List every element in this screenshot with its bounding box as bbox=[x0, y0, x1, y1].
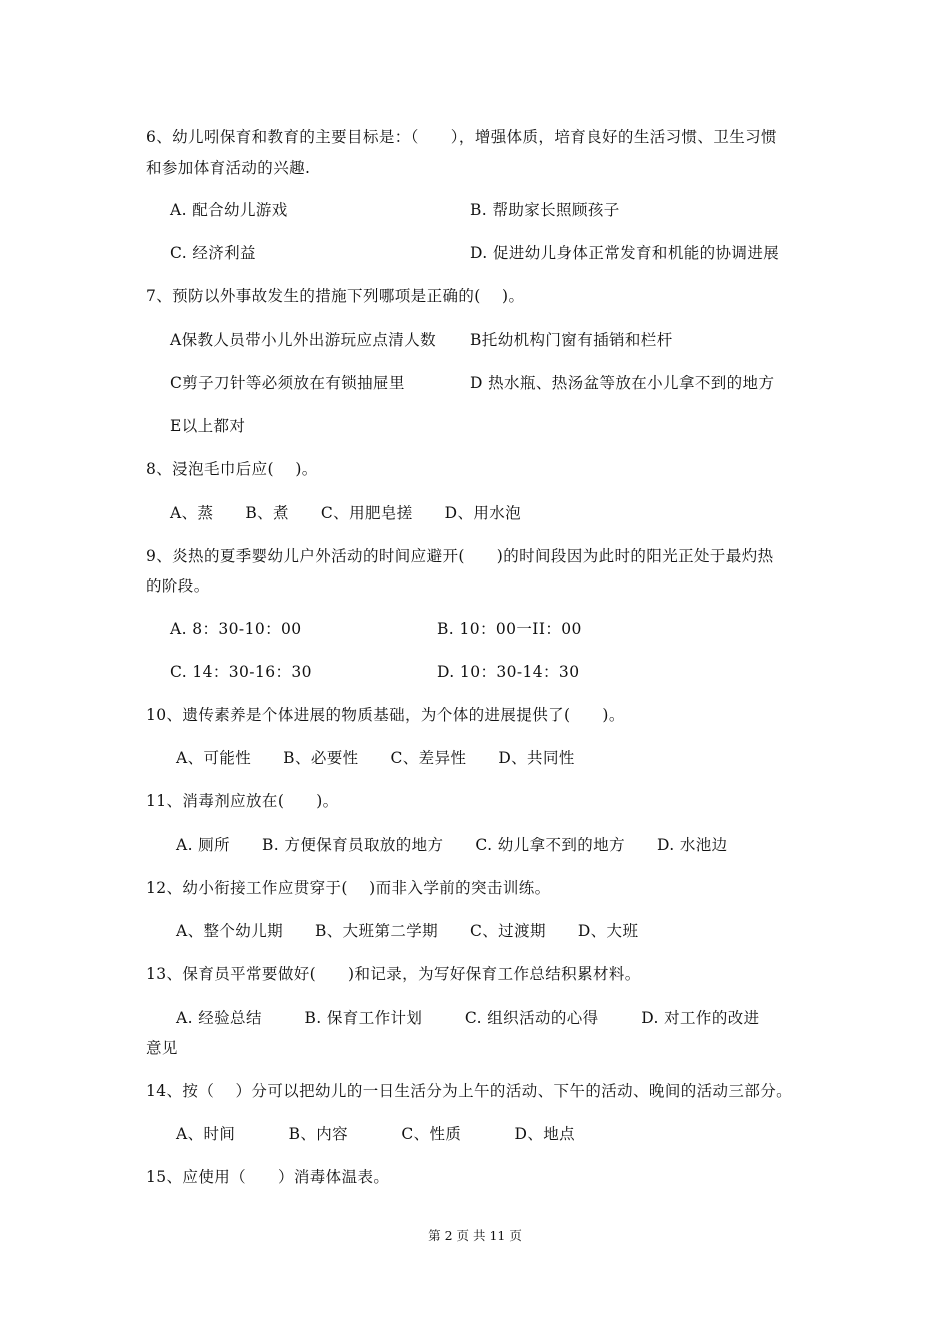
q12-options: A、整个幼儿期 B、大班第二学期 C、过渡期 D、大班 bbox=[176, 922, 639, 940]
q9-stem-line1: 9、炎热的夏季婴幼儿户外活动的时间应避开( )的时间段因为此时的阳光正处于最灼热 bbox=[146, 547, 774, 565]
q13-options: A. 经验总结 B. 保育工作计划 C. 组织活动的心得 D. 对工作的改进 bbox=[176, 1009, 760, 1027]
q11-options: A. 厕所 B. 方便保育员取放的地方 C. 幼儿拿不到的地方 D. 水池边 bbox=[176, 836, 728, 854]
q6-stem-line1: 6、幼儿吲保育和教育的主要目标是：（ ），增强体质，培育良好的生活习惯、卫生习惯 bbox=[146, 128, 777, 146]
q7-option-a: A保教人员带小儿外出游玩应点清人数 bbox=[170, 331, 436, 349]
q7-option-b: B托幼机构门窗有插销和栏杆 bbox=[470, 331, 673, 349]
q14-options: A、时间 B、内容 C、性质 D、地点 bbox=[176, 1125, 576, 1143]
q9-option-d: D. 10：30-14：30 bbox=[437, 663, 580, 681]
q6-option-a: A. 配合幼儿游戏 bbox=[170, 201, 288, 219]
q9-option-c: C. 14：30-16：30 bbox=[170, 663, 312, 681]
q13-stem: 13、保育员平常要做好( )和记录，为写好保育工作总结积累材料。 bbox=[146, 965, 641, 983]
q10-stem: 10、遗传素养是个体进展的物质基础，为个体的进展提供了( )。 bbox=[146, 706, 625, 724]
q7-option-d: D 热水瓶、热汤盆等放在小儿拿不到的地方 bbox=[470, 374, 775, 392]
q12-stem: 12、幼小衔接工作应贯穿于( )而非入学前的突击训练。 bbox=[146, 879, 551, 897]
q13-options-wrap: 意见 bbox=[146, 1039, 178, 1057]
q10-options: A、可能性 B、必要性 C、差异性 D、共同性 bbox=[176, 749, 575, 767]
q8-options: A、蒸 B、煮 C、用肥皂搓 D、用水泡 bbox=[170, 504, 522, 522]
q6-option-d: D. 促进幼儿身体正常发育和机能的协调进展 bbox=[470, 244, 780, 262]
q6-option-b: B. 帮助家长照顾孩子 bbox=[470, 201, 620, 219]
q7-option-c: C剪子刀针等必须放在有锁抽屉里 bbox=[170, 374, 405, 392]
q8-stem: 8、浸泡毛巾后应( )。 bbox=[146, 460, 318, 478]
q6-option-c: C. 经济利益 bbox=[170, 244, 256, 262]
q9-stem-line2: 的阶段。 bbox=[146, 577, 210, 595]
q9-option-b: B. 10：00一II：00 bbox=[437, 620, 582, 638]
q14-stem: 14、按（ ）分可以把幼儿的一日生活分为上午的活动、下午的活动、晚间的活动三部分。 bbox=[146, 1082, 793, 1100]
q7-option-e: E以上都对 bbox=[170, 417, 246, 435]
q15-stem: 15、应使用（ ）消毒体温表。 bbox=[146, 1168, 390, 1186]
page-footer: 第 2 页 共 11 页 bbox=[428, 1228, 522, 1243]
q9-option-a: A. 8：30-10：00 bbox=[170, 620, 302, 638]
q6-stem-line2: 和参加体育活动的兴趣. bbox=[146, 159, 311, 177]
q11-stem: 11、消毒剂应放在( )。 bbox=[146, 792, 339, 810]
q7-stem: 7、预防以外事故发生的措施下列哪项是正确的( )。 bbox=[146, 287, 525, 305]
